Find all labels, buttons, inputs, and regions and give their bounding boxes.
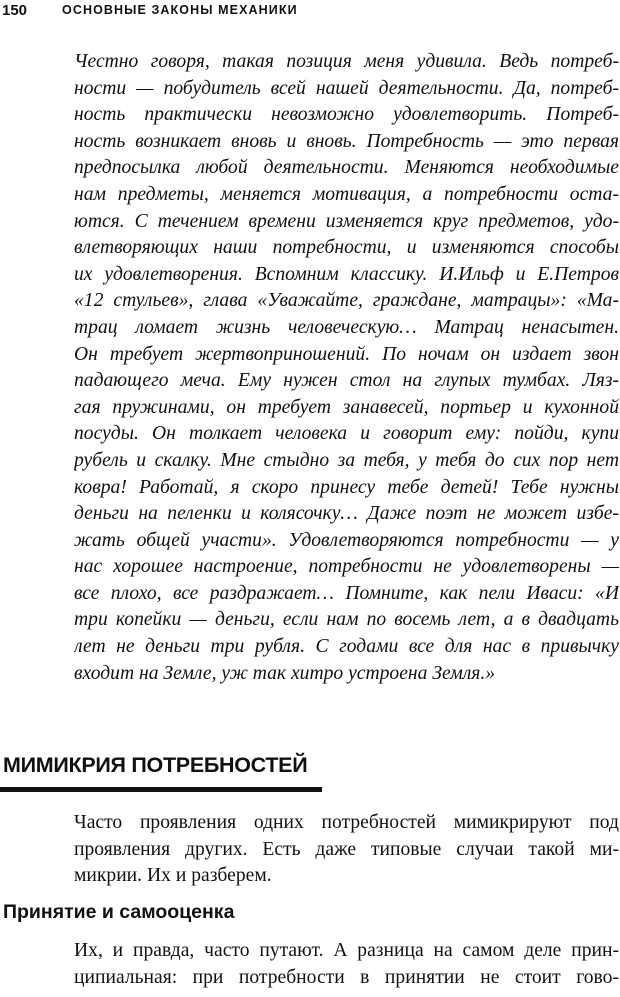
text-line: три копейки — деньги, если нам по восемь лет, а в двадцать (74, 609, 619, 631)
section-intro-paragraph (74, 810, 619, 890)
text-line: деньги на пеленки и колясочку… Даже поэт не может избе- (74, 503, 619, 525)
text-line: рубель и скалку. Мне стыдно за тебя, у тебя до сих пор нет (74, 449, 619, 471)
text-line: трац ломает жизнь человеческую… Матрац ненасытен. (74, 316, 619, 338)
text-line: входит на Земле, уж так хитро устроена Земля.» (74, 662, 496, 684)
text-line: ципиальная: при потребности в принятии не стоит гово- (74, 966, 619, 988)
page-number: 150 (2, 2, 28, 19)
text-line: Честно говоря, такая позиция меня удивила. Ведь потреб- (74, 51, 619, 72)
text-line: проявления других. Есть даже типовые случаи такой ми- (74, 838, 619, 860)
text-line: ковра! Работай, я скоро принесу тебе детей! Тебе нужны (74, 476, 619, 498)
text-line: ются. С течением времени изменяется круг предметов, удо- (74, 210, 619, 232)
text-line: Их, и правда, часто путают. А разница на самом деле прин- (74, 940, 619, 961)
quote-paragraph (74, 49, 619, 687)
text-line: жать общей участи». Удовлетворяются потребности — у (74, 529, 619, 551)
text-line: ности — побудитель всей нашей деятельности. Да, потреб- (74, 77, 619, 99)
text-line: нас хорошее настроение, потребности не удовлетворены — (74, 556, 619, 578)
text-line: падающего меча. Ему нужен стол на глупых тумбах. Ляз- (74, 370, 619, 392)
text-line: их удовлетворения. Вспомним классику. И.Ильф и Е.Петров (74, 263, 619, 285)
text-line: Он требует жертвоприношений. По ночам он издает звон (74, 343, 619, 365)
text-line: гая пружинами, он требует занавесей, портьер и кухонной (74, 396, 619, 418)
text-line: посуды. Он толкает человека и говорит ему: пойди, купи (74, 423, 619, 445)
subsection-heading: Принятие и самооценка (3, 901, 235, 923)
text-line: лет не деньги три рубля. С годами все для нас в привычку (74, 636, 619, 658)
text-line: ность практически невозможно удовлетворить. Потреб- (74, 104, 619, 126)
text-line: ность возникает вновь и вновь. Потребность — это первая (74, 130, 619, 152)
running-header (0, 2, 620, 22)
subsection-paragraph (74, 938, 619, 991)
text-line: «12 стульев», глава «Уважайте, граждане, матрацы»: «Ма- (74, 290, 619, 312)
section-rule (0, 787, 322, 792)
text-line: Часто проявления одних потребностей мимикрируют под (74, 812, 619, 833)
text-line: нам предметы, меняется мотивация, а потребности оста- (74, 183, 619, 205)
text-line: влетворяющих наши потребности, и изменяются способы (74, 237, 619, 259)
text-line: все плохо, все раздражает… Помните, как пели Иваси: «И (74, 582, 619, 604)
text-line: предпосылка любой деятельности. Меняются необходимые (74, 157, 619, 179)
text-line: микрии. Их и разберем. (74, 865, 272, 887)
section-heading: МИМИКРИЯ ПОТРЕБНОСТЕЙ (3, 753, 308, 777)
running-title: ОСНОВНЫЕ ЗАКОНЫ МЕХАНИКИ (62, 3, 298, 17)
